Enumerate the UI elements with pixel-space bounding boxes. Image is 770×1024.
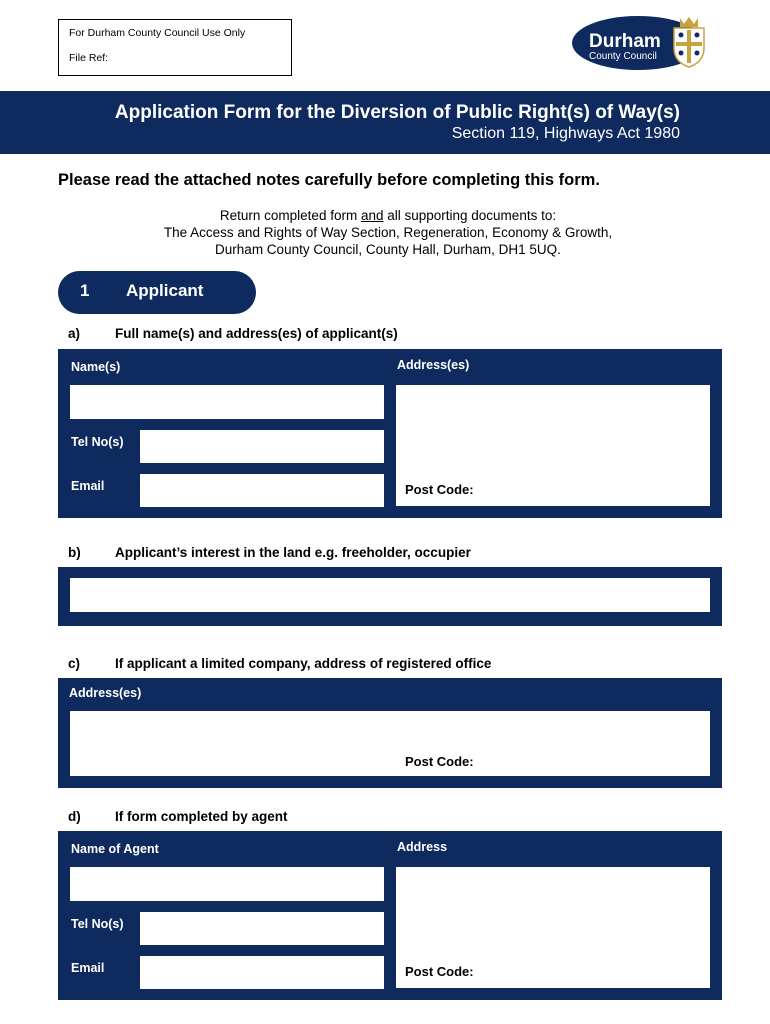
applicant-panel — [58, 349, 722, 518]
question-d: d) If form completed by agent — [68, 809, 288, 824]
applicant-tel-input[interactable] — [139, 429, 385, 464]
return-instruction: Return completed form and all supporting documents to: — [219, 208, 557, 223]
return-address-line-1: The Access and Rights of Way Section, Regeneration, Economy & Growth, — [163, 225, 613, 240]
postcode-label: Post Code: — [405, 754, 474, 769]
durham-county-council-logo — [572, 14, 714, 72]
form-title: Application Form for the Diversion of Public Right(s) of Way(s) — [114, 102, 680, 123]
file-ref-label: File Ref: — [69, 52, 109, 64]
return-address-block — [58, 207, 718, 258]
logo-sub: County Council — [589, 51, 657, 62]
tel-label: Tel No(s) — [71, 435, 124, 449]
agent-name-label: Name of Agent — [71, 842, 159, 856]
agent-name-input[interactable] — [69, 866, 385, 902]
land-interest-input[interactable] — [69, 577, 711, 613]
agent-email-input[interactable] — [139, 955, 385, 990]
applicant-name-input[interactable] — [69, 384, 385, 420]
postcode-label: Post Code: — [405, 964, 474, 979]
section-number: 1 — [80, 281, 90, 300]
office-use-box — [58, 19, 292, 76]
applicant-email-input[interactable] — [139, 473, 385, 508]
form-subtitle: Section 119, Highways Act 1980 — [451, 125, 680, 142]
agent-address-label: Address — [397, 840, 448, 854]
question-b: b) Applicant’s interest in the land e.g. freeholder, occupier — [68, 545, 471, 560]
tel-label: Tel No(s) — [71, 917, 124, 931]
question-a: a) Full name(s) and address(es) of applicant(s) — [68, 326, 398, 341]
registered-office-panel — [58, 678, 722, 788]
title-banner — [0, 91, 770, 154]
address-label: Address(es) — [397, 358, 470, 372]
section-title: Applicant — [126, 281, 204, 300]
email-label: Email — [71, 961, 105, 975]
read-notes-instruction: Please read the attached notes carefully before completing this form. — [58, 171, 600, 189]
agent-panel — [58, 831, 722, 1000]
return-address-line-2: Durham County Council, County Hall, Durham, DH1 5UQ. — [215, 242, 561, 257]
section-1-heading — [58, 271, 256, 314]
postcode-label: Post Code: — [405, 482, 474, 497]
agent-address-input[interactable] — [395, 866, 711, 989]
name-label: Name(s) — [71, 360, 121, 374]
email-label: Email — [71, 479, 105, 493]
agent-tel-input[interactable] — [139, 911, 385, 946]
office-use-label: For Durham County Council Use Only — [69, 27, 246, 39]
address-label: Address(es) — [69, 686, 142, 700]
registered-office-address-input[interactable] — [69, 710, 711, 777]
question-c: c) If applicant a limited company, address of registered office — [68, 656, 492, 671]
applicant-address-input[interactable] — [395, 384, 711, 507]
interest-panel — [58, 567, 722, 626]
logo-name: Durham — [589, 31, 661, 52]
